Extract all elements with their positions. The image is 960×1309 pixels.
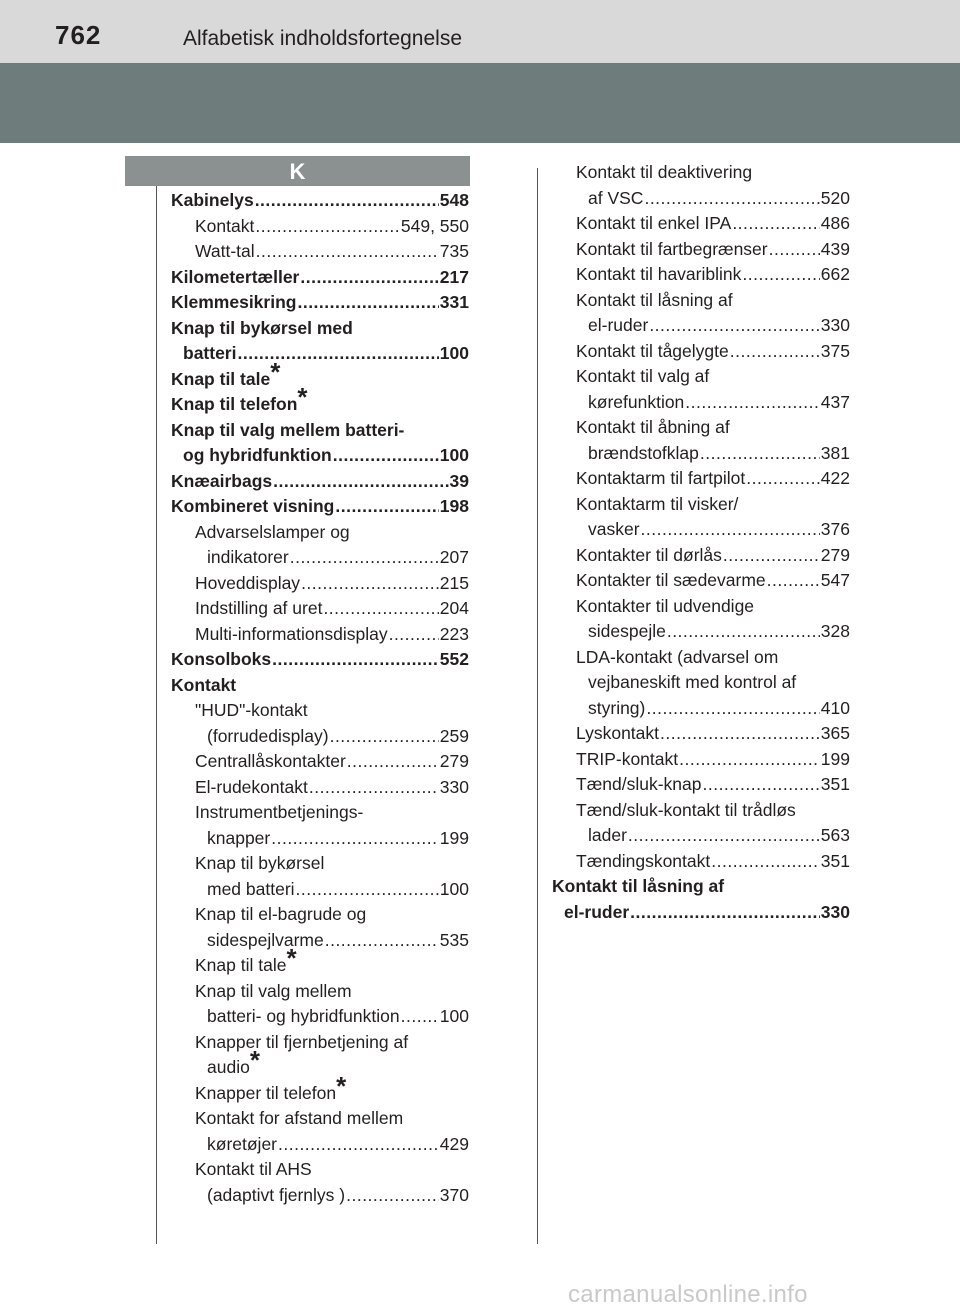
column-divider-middle xyxy=(537,168,538,1244)
entry-label: Kontakt til deaktivering xyxy=(576,162,753,182)
dot-leader xyxy=(767,568,820,594)
dot-leader xyxy=(389,622,439,648)
index-entry xyxy=(171,647,469,673)
entry-page: 437 xyxy=(820,391,850,412)
index-entry xyxy=(552,849,850,875)
entry-page: 328 xyxy=(820,621,850,641)
index-entry xyxy=(171,851,469,877)
dot-leader xyxy=(730,339,820,365)
index-entry xyxy=(171,775,469,801)
entry-page: 563 xyxy=(820,825,850,845)
entry-label: Knapper til telefon xyxy=(195,1082,337,1103)
index-entry: audio * xyxy=(171,1055,469,1081)
dot-leader xyxy=(255,188,439,214)
entry-label: Kilometertæller xyxy=(171,266,300,287)
dot-leader xyxy=(296,877,439,903)
dot-leader xyxy=(646,696,819,722)
entry-label: Kontakt for afstand mellem xyxy=(195,1108,404,1128)
entry-label: (adaptivt fjernlys ) xyxy=(207,1184,346,1205)
entry-label: (forrudedisplay) xyxy=(207,725,329,746)
index-entry xyxy=(552,288,850,314)
entry-label: af VSC xyxy=(588,187,644,208)
index-entry xyxy=(171,1004,469,1030)
entry-label: el-ruder xyxy=(588,315,649,335)
entry-page: 199 xyxy=(820,748,850,769)
entry-label: Knap til valg mellem batteri- xyxy=(171,419,405,440)
entry-label: Advarselslamper og xyxy=(195,521,350,542)
index-entry xyxy=(552,466,850,492)
dot-leader xyxy=(711,849,820,875)
index-entry xyxy=(552,364,850,390)
dot-leader xyxy=(630,900,820,926)
entry-label: sidespejle xyxy=(588,621,666,641)
dot-leader xyxy=(746,466,820,492)
entry-label: Knap til bykørsel med xyxy=(171,317,353,338)
entry-label: lader xyxy=(588,825,627,845)
entry-page: 100 xyxy=(439,878,469,899)
dot-leader xyxy=(700,441,820,467)
dot-leader xyxy=(346,1183,439,1209)
index-entry xyxy=(552,492,850,518)
entry-page: 217 xyxy=(439,266,469,287)
entry-label: Hoveddisplay xyxy=(195,572,301,593)
dot-leader xyxy=(641,517,820,543)
dot-leader xyxy=(723,543,820,569)
dot-leader xyxy=(300,265,438,291)
dot-leader xyxy=(309,775,439,801)
index-entry xyxy=(552,415,850,441)
index-entry xyxy=(171,214,469,240)
index-entry xyxy=(552,568,850,594)
dot-leader xyxy=(660,721,820,747)
page-number: 762 xyxy=(55,20,102,50)
index-entry: Knapper til telefon * xyxy=(171,1081,469,1107)
entry-label: TRIP-kontakt xyxy=(576,748,679,769)
entry-page: 548 xyxy=(439,190,469,210)
entry-label: brændstofklap xyxy=(588,442,699,463)
index-entry xyxy=(552,262,850,288)
column-divider-left xyxy=(156,186,157,1244)
entry-label: Instrumentbetjenings- xyxy=(195,802,364,822)
index-entry xyxy=(171,341,469,367)
entry-label: el-ruder xyxy=(564,901,630,922)
entry-label: Kabinelys xyxy=(171,190,254,210)
entry-label: Kontakt til låsning af xyxy=(552,876,725,896)
index-entry xyxy=(171,316,469,342)
entry-label: batteri xyxy=(183,343,237,363)
dot-leader xyxy=(290,545,439,571)
dot-leader xyxy=(323,596,438,622)
index-entry xyxy=(552,543,850,569)
entry-page: 547 xyxy=(820,570,850,590)
index-entry: Knap til tale * xyxy=(171,953,469,979)
entry-label: Kontakt til fartbegrænser xyxy=(576,238,768,259)
index-entry xyxy=(552,645,850,671)
entry-page: 381 xyxy=(820,442,850,463)
index-entry xyxy=(552,670,850,696)
dot-leader xyxy=(330,724,439,750)
index-entry xyxy=(171,520,469,546)
entry-page: 735 xyxy=(439,241,469,261)
dot-leader xyxy=(732,211,819,237)
entry-page: 552 xyxy=(439,649,469,669)
entry-label: Kontakter til dørlås xyxy=(576,544,722,565)
index-entry xyxy=(552,186,850,212)
index-entry xyxy=(171,698,469,724)
entry-label: Knap til tale xyxy=(171,368,271,389)
entry-label: Kontakt xyxy=(195,215,255,236)
entry-label: Kontakt xyxy=(171,674,237,695)
index-entry xyxy=(171,596,469,622)
entry-page: 429 xyxy=(439,1133,469,1154)
dot-leader xyxy=(628,823,820,849)
entry-label: Tænd/sluk-knap xyxy=(576,774,702,794)
entry-page: 330 xyxy=(820,901,850,922)
entry-label: kørefunktion xyxy=(588,391,685,412)
index-entry xyxy=(552,874,850,900)
index-entry xyxy=(171,418,469,444)
entry-label: Tændingskontakt xyxy=(576,850,711,871)
entry-label: Knap til el-bagrude og xyxy=(195,904,367,924)
entry-label: med batteri xyxy=(207,878,295,899)
index-entry xyxy=(171,239,469,265)
entry-label: Kontakt til enkel IPA xyxy=(576,213,732,233)
index-entry xyxy=(552,619,850,645)
entry-label: LDA-kontakt (advarsel om xyxy=(576,646,779,667)
entry-label: Klemmesikring xyxy=(171,292,297,312)
dot-leader xyxy=(347,749,439,775)
entry-label: sidespejlvarme xyxy=(207,929,324,950)
entry-label: Knap til telefon xyxy=(171,394,298,414)
entry-page: 375 xyxy=(820,340,850,361)
dot-leader xyxy=(742,262,819,288)
dot-leader xyxy=(685,390,820,416)
entry-label: Kontakt til tågelygte xyxy=(576,340,729,361)
entry-label: knapper xyxy=(207,827,271,848)
dot-leader xyxy=(273,469,448,495)
dot-leader xyxy=(644,186,819,212)
index-entry xyxy=(552,211,850,237)
entry-label: indikatorer xyxy=(207,547,289,567)
entry-page: 279 xyxy=(439,751,469,771)
index-entry xyxy=(552,900,850,926)
index-entry xyxy=(552,160,850,186)
index-entry xyxy=(552,517,850,543)
index-entry xyxy=(171,979,469,1005)
entry-label: vejbaneskift med kontrol af xyxy=(588,672,797,692)
dot-leader xyxy=(769,237,820,263)
dot-leader xyxy=(325,928,439,954)
index-entry xyxy=(171,1132,469,1158)
entry-page: 330 xyxy=(820,315,850,335)
entry-page: 198 xyxy=(439,496,469,516)
index-entry xyxy=(171,290,469,316)
entry-label: Multi-informationsdisplay xyxy=(195,623,388,644)
index-entry xyxy=(552,747,850,773)
index-entry xyxy=(171,1030,469,1056)
entry-label: Kontakt til åbning af xyxy=(576,417,730,437)
entry-page: 351 xyxy=(820,850,850,871)
header-band xyxy=(0,63,960,143)
index-entry xyxy=(552,594,850,620)
dot-leader xyxy=(679,747,820,773)
entry-label: Indstilling af uret xyxy=(195,598,323,618)
entry-label: Knapper til fjernbetjening af xyxy=(195,1031,409,1052)
watermark: carmanualsonline.info xyxy=(568,1281,808,1308)
entry-page: 199 xyxy=(439,827,469,848)
entry-page: 215 xyxy=(439,572,469,593)
entry-page: 520 xyxy=(820,187,850,208)
entry-label: Kontaktarm til fartpilot xyxy=(576,468,746,488)
entry-label: Konsolboks xyxy=(171,649,272,669)
entry-label: styring) xyxy=(588,697,646,718)
index-entry xyxy=(171,494,469,520)
index-entry xyxy=(552,696,850,722)
index-column-right xyxy=(552,160,850,925)
dot-leader xyxy=(237,341,438,367)
index-entry: Knap til telefon * xyxy=(171,392,469,418)
dot-leader xyxy=(649,313,819,339)
dot-leader xyxy=(278,1132,439,1158)
entry-label: Knap til valg mellem xyxy=(195,980,352,1001)
dot-leader xyxy=(702,772,819,798)
dot-leader xyxy=(297,290,438,316)
index-entry xyxy=(552,313,850,339)
index-entry: Knap til tale * xyxy=(171,367,469,393)
entry-page: 39 xyxy=(449,470,469,491)
entry-page: 331 xyxy=(439,292,469,312)
entry-page: 439 xyxy=(820,238,850,259)
index-entry xyxy=(171,188,469,214)
entry-label: "HUD"-kontakt xyxy=(195,700,308,720)
index-entry xyxy=(552,390,850,416)
index-entry xyxy=(171,1106,469,1132)
entry-label: Lyskontakt xyxy=(576,723,660,743)
entry-label: Kontakter til udvendige xyxy=(576,595,755,616)
index-entry xyxy=(552,237,850,263)
entry-page: 204 xyxy=(439,598,469,618)
index-entry xyxy=(552,441,850,467)
entry-page: 223 xyxy=(439,623,469,644)
index-entry xyxy=(171,724,469,750)
entry-page: 279 xyxy=(820,544,850,565)
entry-page: 100 xyxy=(439,445,469,465)
entry-label: Knæairbags xyxy=(171,470,273,491)
index-entry xyxy=(171,265,469,291)
entry-page: 259 xyxy=(439,725,469,746)
entry-page: 422 xyxy=(820,468,850,488)
dot-leader xyxy=(401,1004,439,1030)
index-entry xyxy=(171,749,469,775)
entry-page: 370 xyxy=(439,1184,469,1205)
index-entry xyxy=(171,571,469,597)
dot-leader xyxy=(301,571,439,597)
index-entry xyxy=(171,826,469,852)
index-column-left xyxy=(171,188,469,1208)
entry-label: El-rudekontakt xyxy=(195,776,308,797)
entry-label: og hybridfunktion xyxy=(183,445,332,465)
index-entry xyxy=(171,1183,469,1209)
entry-page: 365 xyxy=(820,723,850,743)
entry-page: 376 xyxy=(820,519,850,539)
entry-label: vasker xyxy=(588,519,640,539)
entry-page: 662 xyxy=(820,264,850,284)
index-entry xyxy=(171,673,469,699)
index-entry xyxy=(171,800,469,826)
entry-page: 100 xyxy=(439,1006,469,1026)
entry-label: Watt-tal xyxy=(195,241,255,261)
index-entry xyxy=(552,339,850,365)
section-letter: K xyxy=(125,156,470,186)
entry-page: 100 xyxy=(439,343,469,363)
index-entry xyxy=(171,545,469,571)
index-entry xyxy=(171,877,469,903)
index-entry xyxy=(171,469,469,495)
dot-leader xyxy=(255,214,400,240)
entry-label: Kontakter til sædevarme xyxy=(576,570,766,590)
entry-label: Kontakt til AHS xyxy=(195,1159,312,1179)
index-entry xyxy=(171,1157,469,1183)
entry-label: Knap til bykørsel xyxy=(195,853,325,873)
dot-leader xyxy=(335,494,438,520)
dot-leader xyxy=(667,619,820,645)
index-entry xyxy=(171,928,469,954)
dot-leader xyxy=(256,239,439,265)
dot-leader xyxy=(271,826,439,852)
index-entry xyxy=(171,622,469,648)
page-title: Alfabetisk indholdsfortegnelse xyxy=(183,27,463,50)
entry-page: 535 xyxy=(439,929,469,950)
entry-label: Kombineret visning xyxy=(171,496,335,516)
index-entry xyxy=(171,902,469,928)
index-entry xyxy=(552,772,850,798)
entry-label: Tænd/sluk-kontakt til trådløs xyxy=(576,799,796,820)
entry-label: audio xyxy=(207,1057,250,1077)
entry-label: Kontakt til valg af xyxy=(576,366,710,386)
entry-page: 207 xyxy=(439,547,469,567)
index-entry xyxy=(552,823,850,849)
entry-label: Kontakt til låsning af xyxy=(576,289,733,310)
entry-label: batteri- og hybridfunktion xyxy=(207,1006,400,1026)
entry-page: 486 xyxy=(820,213,850,233)
entry-label: køretøjer xyxy=(207,1133,277,1154)
entry-page: 330 xyxy=(439,776,469,797)
dot-leader xyxy=(272,647,439,673)
page-header xyxy=(0,0,960,63)
entry-label: Kontaktarm til visker/ xyxy=(576,493,739,514)
entry-page: 410 xyxy=(820,697,850,718)
index-entry xyxy=(171,443,469,469)
index-entry xyxy=(552,798,850,824)
entry-page: 351 xyxy=(820,774,850,794)
entry-label: Knap til tale xyxy=(195,955,287,975)
entry-page: 549, 550 xyxy=(400,215,469,236)
entry-label: Centrallåskontakter xyxy=(195,751,346,771)
dot-leader xyxy=(333,443,439,469)
index-entry xyxy=(552,721,850,747)
entry-label: Kontakt til havariblink xyxy=(576,264,742,284)
